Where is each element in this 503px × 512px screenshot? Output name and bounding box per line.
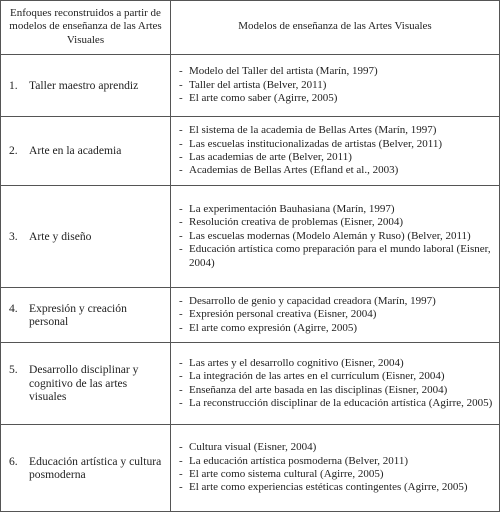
table-body — [1, 55, 500, 512]
approach-label: Expresión y creación personal — [29, 301, 127, 328]
model-item: - El arte como sistema cultural (Agirre, 2005) — [179, 468, 384, 480]
model-item: - El sistema de la academia de Bellas Artes (Marín, 1997) — [179, 124, 437, 137]
model-item: - Taller del artista (Belver, 2011) — [179, 78, 327, 91]
approach-label: Arte y diseño — [29, 229, 92, 243]
models-cell — [171, 117, 500, 186]
model-list — [179, 295, 495, 335]
model-item: - El arte como expresión (Agirre, 2005) — [179, 321, 357, 334]
model-item: - Expresión personal creativa (Eisner, 2004) — [179, 308, 377, 321]
model-item: - Modelo del Taller del artista (Marín, 1997) — [179, 65, 378, 78]
models-cell — [171, 288, 500, 343]
approach-label: Desarrollo disciplinar y cognitivo de las artes visuales — [29, 363, 139, 404]
model-item: - Resolución creativa de problemas (Eisner, 2004) — [179, 216, 403, 229]
model-list — [179, 441, 495, 495]
approach-number: 5. — [9, 363, 18, 377]
approach-label: Arte en la academia — [29, 144, 122, 158]
model-item: - La educación artística posmoderna (Belver, 2011) — [179, 454, 409, 467]
model-item: - La experimentación Bauhasiana (Marín, 1997) — [179, 202, 395, 215]
model-item: - Educación artística como preparación para el mundo laboral (Eisner, 2004) — [179, 243, 491, 269]
table-row — [1, 186, 500, 288]
model-list — [179, 357, 495, 411]
table-row — [1, 343, 500, 425]
approach-cell — [1, 186, 171, 288]
approach-cell — [1, 425, 171, 512]
table-row — [1, 425, 500, 512]
model-item: - El arte como experiencias estéticas contingentes (Agirre, 2005) — [179, 481, 468, 494]
model-item: - Las escuelas institucionalizadas de artistas (Belver, 2011) — [179, 137, 442, 150]
approach-number: 6. — [9, 454, 18, 468]
models-cell — [171, 343, 500, 425]
model-list — [179, 124, 495, 178]
table-row — [1, 117, 500, 186]
header-row — [1, 1, 500, 55]
models-cell — [171, 425, 500, 512]
model-item: - Enseñanza del arte basada en las disciplinas (Eisner, 2004) — [179, 383, 448, 396]
models-cell — [171, 55, 500, 117]
model-list — [179, 65, 495, 105]
model-item: - Las escuelas modernas (Modelo Alemán y Ruso) (Belver, 2011) — [179, 229, 471, 242]
approach-cell — [1, 117, 171, 186]
approach-label: Educación artística y cultura posmoderna — [29, 454, 162, 481]
models-cell — [171, 186, 500, 288]
model-item: - Las academias de arte (Belver, 2011) — [179, 151, 352, 163]
model-item: - Academias de Bellas Artes (Efland et al., 2003) — [179, 164, 399, 177]
table-row — [1, 55, 500, 117]
approach-number: 1. — [9, 78, 18, 92]
model-list — [179, 203, 495, 270]
approach-cell — [1, 55, 171, 117]
approach-number: 2. — [9, 144, 18, 158]
approach-label: Taller maestro aprendiz — [29, 78, 139, 92]
approach-number: 4. — [9, 301, 18, 315]
header-models: Modelos de enseñanza de las Artes Visuales — [171, 1, 500, 55]
model-item: - Las artes y el desarrollo cognitivo (Eisner, 2004) — [179, 356, 404, 369]
model-item: - El arte como saber (Agirre, 2005) — [179, 92, 338, 105]
approach-number: 3. — [9, 229, 18, 243]
header-approaches: Enfoques reconstruidos a partir de modelos de enseñanza de las Artes Visuales — [1, 1, 171, 55]
model-item: - La integración de las artes en el currículum (Eisner, 2004) — [179, 370, 445, 383]
model-item: - La reconstrucción disciplinar de la educación artística (Agirre, 2005) — [179, 396, 493, 409]
approach-cell — [1, 288, 171, 343]
approach-cell — [1, 343, 171, 425]
model-item: - Cultura visual (Eisner, 2004) — [179, 441, 317, 454]
table-row — [1, 288, 500, 343]
model-item: - Desarrollo de genio y capacidad creadora (Marín, 1997) — [179, 294, 436, 307]
